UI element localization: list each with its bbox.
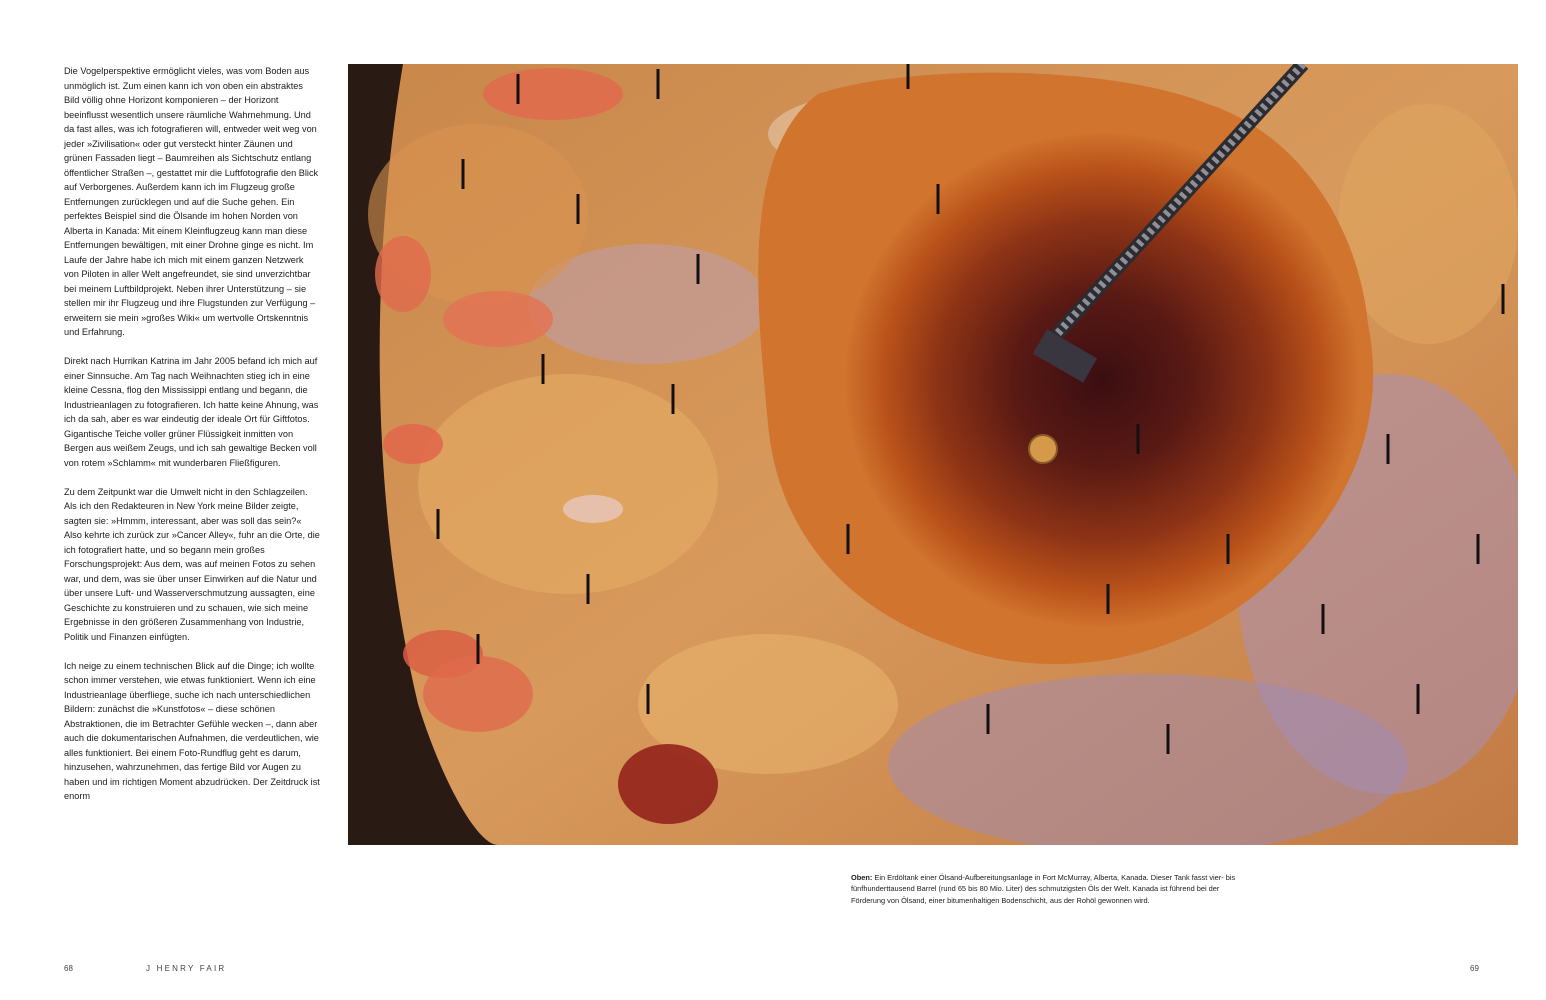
body-paragraph-3: Zu dem Zeitpunkt war die Umwelt nicht in den Schlagzeilen. Als ich den Redakteuren in New York meine Bilder zeigte, sagten sie: »Hmmm, interessant, aber was soll das sein?« Also kehrte ich zurück zur »Cancer Alley«, fuhr an die Orte, die ich fotografiert hatte, und so begann mein großes Forschungsprojekt: Aus dem, was auf meinen Fotos zu sehen war, und dem, was sie über unser Einwirken auf die Natur und über unsere Luft- und Wasserverschmutzung aussagten, eine Geschichte zu konstruieren und zu schauen, wie sich meine Ergebnisse in den größeren Zusammenhang von Industrie, Politik und Finanzen einfügten. [64, 486, 320, 642]
body-paragraph-4: Ich neige zu einem technischen Blick auf die Dinge; ich wollte schon immer verstehen, wie etwas funktioniert. Wenn ich eine Industrieanlage überfliege, suche ich nach unterschiedlichen Bildern: zunächst die »Kunstfotos« – diese schönen Abstraktionen, die im Betrachter Gefühle wecken –, dann aber auch die dokumentarischen Aufnahmen, die verdeutlichen, wie alles funktioniert. Bei einem Foto-Rundflug geht es darum, hinzusehen, wahrzunehmen, das fertige Bild vor Augen zu haben und im richtigen Moment abzudrücken. Der Zeitdruck ist enorm [64, 660, 320, 801]
page-number-left: 68 [64, 964, 73, 973]
body-paragraph-2: Direkt nach Hurrikan Katrina im Jahr 2005 befand ich mich auf einer Sinnsuche. Am Tag nach Weihnachten stieg ich in eine kleine Cessna, flog den Mississippi entlang und begann, die Industrieanlagen zu fotografieren. Ich hatte keine Ahnung, was ich da sah, aber es war eindeutig der ideale Ort für Giftfotos. Gigantische Teiche voller grüner Flüssigkeit inmitten von Bergen aus weißem Zeugs, und ich sah gewaltige Becken voll von rotem »Schlamm« mit wunderbaren Fließfiguren. [64, 356, 319, 468]
photo-illustration [348, 64, 1518, 845]
aerial-oil-tank-photo [348, 64, 1518, 845]
page-number-right: 69 [1470, 964, 1479, 973]
running-head-author: J HENRY FAIR [146, 964, 227, 973]
photo-caption [851, 872, 1253, 906]
caption-text: Ein Erdöltank einer Ölsand-Aufbereitungsanlage in Fort McMurray, Alberta, Kanada. Dieser Tank fasst vier- bis fünfhunderttausend Barrel (rund 65 bis 80 Mio. Liter) des schmutzigsten Öls der Welt. Kanada ist führend bei der Förderung von Ölsand, einer bitumenhaltigen Bodenschicht, aus der Rohöl gewonnen wird. [851, 873, 1236, 905]
body-paragraph-1: Die Vogelperspektive ermöglicht vieles, was vom Boden aus unmöglich ist. Zum einen kann ich von oben ein abstraktes Bild völlig ohne Horizont komponieren – der Horizont beeinflusst wesentlich unsere räumliche Wahrnehmung. Und da fast alles, was ich fotografieren will, entweder weit weg von jeder »Zivilisation« oder gut versteckt hinter Zäunen und grünen Fassaden liegt – Baumreihen als Sichtschutz entlang öffentlicher Straßen –, gestattet mir die Luftfotografie den Blick auf Verborgenes. Außerdem kann ich im Flugzeug große Entfernungen zurücklegen und auf die Suche gehen. Ein perfektes Beispiel sind die Ölsande im hohen Norden von Alberta in Kanada: Mit einem Kleinflugzeug kann man diese Entfernungen bewältigen, mit einer Drohne ginge es nicht. Im Laufe der Jahre habe ich mich mit einem ganzen Netzwerk von Piloten in aller Welt angefreundet, sie sind unverzichtbar bei meinem Luftbildprojekt. Neben ihrer Unterstützung – sie stellen mir ihr Flugzeug und ihre Flugstunden zur Verfügung – erweitern sie mein »großes Wiki« um wertvolle Ortskenntnis und Erfahrung. [64, 66, 319, 337]
caption-lead: Oben: [851, 873, 873, 882]
article-body-column [64, 64, 320, 804]
